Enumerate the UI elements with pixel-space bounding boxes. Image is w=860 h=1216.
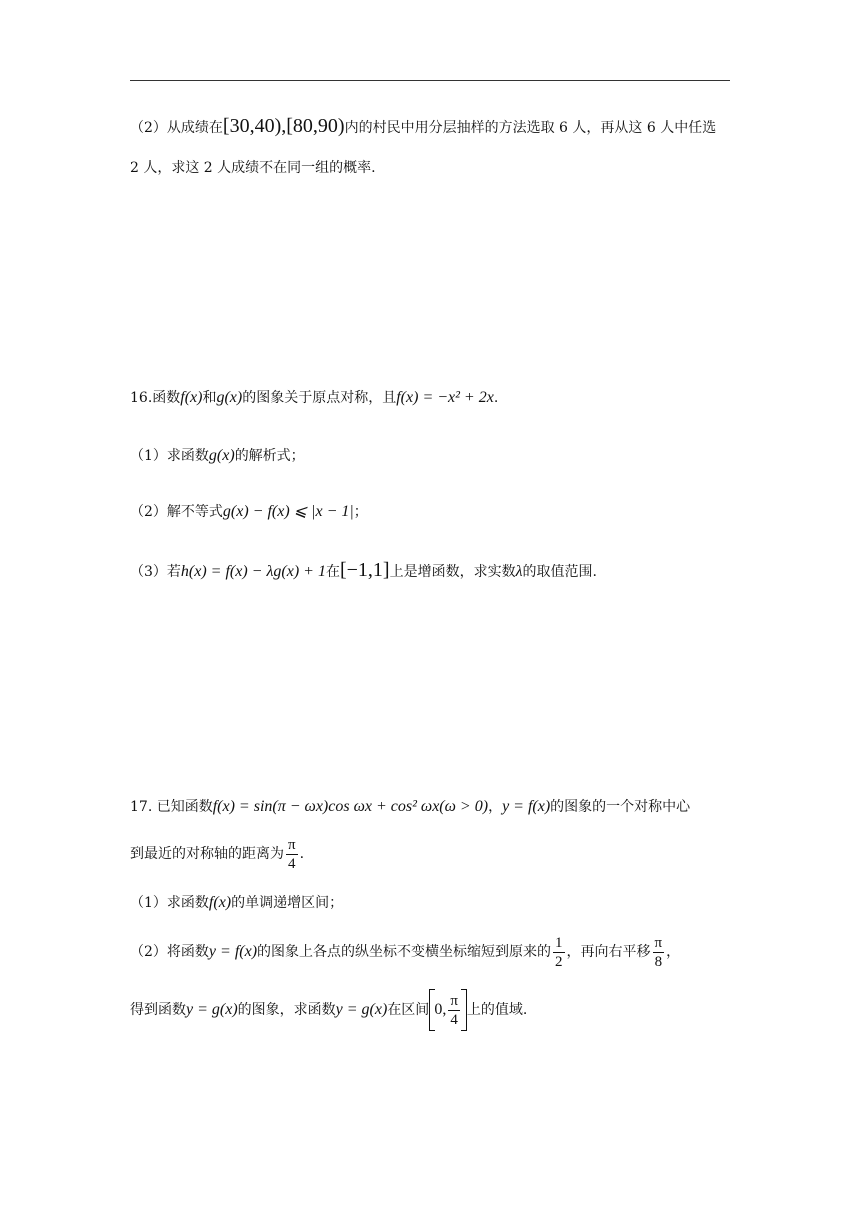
q17-part2-line2 <box>130 988 730 1032</box>
q17-stem-line2 <box>130 834 730 874</box>
q17-stem-formula2: y = f(x) <box>502 798 551 815</box>
q17-part2-text-d: ， <box>666 944 681 960</box>
q17-part1-text-b: 的单调递增区间； <box>231 895 344 911</box>
q17-part2-text-b: 的图象上各点的纵坐标不变横坐标缩短到原来的 <box>257 944 552 960</box>
q17-part1 <box>130 893 730 913</box>
q16-part2 <box>130 502 730 522</box>
q17-frac3-num: π <box>654 934 663 951</box>
q17-part2-text-c: ，再向右平移 <box>566 944 651 960</box>
q17-comma: ， <box>488 799 503 815</box>
q16-part2-formula: g(x) − f(x) ⩽ |x − 1| <box>222 503 354 520</box>
q17-part2-f: y = f(x) <box>208 943 258 960</box>
q16-part1-text: （1）求函数 <box>130 448 209 464</box>
q16-part2-text-b: ； <box>353 504 368 520</box>
q16-part2-text: （2）解不等式 <box>130 504 223 520</box>
q16-part3-text: （3）若 <box>130 564 181 580</box>
q17-number: 17. 已知函数 <box>130 799 213 815</box>
q16-part3-lambda: λ <box>515 563 523 580</box>
q17-interval-bracket <box>429 989 467 1031</box>
header-rule <box>130 80 730 81</box>
q17-part2-g2: y = g(x) <box>335 1001 388 1018</box>
q16-stem <box>130 388 730 408</box>
q15-interval-sep: , <box>281 115 287 137</box>
q17-part2-line2-b: 的图象，求函数 <box>237 1002 336 1018</box>
q17-frac3-den: 8 <box>654 953 663 970</box>
q17-part1-text: （1）求函数 <box>130 895 209 911</box>
q15-part2-line2 <box>130 158 730 178</box>
q17-stem <box>130 797 730 817</box>
q17-line2-text: 到最近的对称轴的距离为 <box>130 846 284 862</box>
q16-part3-interval: [−1,1] <box>339 559 390 581</box>
q15-part2-line1 <box>130 116 730 138</box>
q16-gx: g(x) <box>216 389 243 406</box>
q15-interval-2: [80,90) <box>286 115 345 137</box>
q16-part3-text-b: 上是增函数，求实数 <box>389 564 516 580</box>
q16-part3-text-c: 的取值范围. <box>522 564 597 580</box>
q17-frac2-num: 1 <box>555 934 563 951</box>
q17-part2-line2-text: 得到函数 <box>130 1002 186 1018</box>
q15-part2-text-a: （2）从成绩在 <box>130 120 223 136</box>
q17-line2-end: . <box>299 846 305 862</box>
q15-interval-1: [30,40) <box>222 115 282 137</box>
q17-frac2-den: 2 <box>555 953 563 970</box>
q16-part1-gx: g(x) <box>208 447 235 464</box>
q16-stem-formula: f(x) = −x² + 2x <box>396 389 494 406</box>
q17-frac1-den: 4 <box>288 855 296 872</box>
q16-part1-text-b: 的解析式； <box>234 448 305 464</box>
q16-number: 16.函数 <box>130 390 181 406</box>
q15-part2-text-b: 内的村民中用分层抽样的方法选取 6 人，再从这 6 人中任选 <box>344 120 717 136</box>
q17-frac1-num: π <box>288 836 296 853</box>
q16-stem-end: . <box>493 390 499 406</box>
q17-fraction-pi-4 <box>286 836 298 873</box>
q16-part3-formula: h(x) = f(x) − λg(x) + 1 <box>180 563 326 580</box>
q17-frac4-num: π <box>450 992 458 1009</box>
q17-frac4-den: 4 <box>450 1011 458 1028</box>
q17-part2-line2-d: 上的值域. <box>466 1002 528 1018</box>
q17-interval-left: 0, <box>434 1001 447 1018</box>
q17-fraction-pi-8 <box>653 934 665 971</box>
q17-stem-formula: f(x) = sin(π − ωx)cos ωx + cos² ωx(ω > 0) <box>212 798 489 815</box>
q17-part2-line2-c: 在区间 <box>387 1002 430 1018</box>
q17-part2-g: y = g(x) <box>186 1001 238 1018</box>
q15-part2-text-c: 2 人，求这 2 人成绩不在同一组的概率. <box>130 160 376 176</box>
q16-fx: f(x) <box>180 389 203 406</box>
q17-part2-line1 <box>130 932 730 972</box>
q17-part1-f: f(x) <box>208 894 232 911</box>
q17-fraction-1-2 <box>553 934 565 971</box>
q16-stem-mid: 的图象关于原点对称，且 <box>242 390 397 406</box>
q16-part1 <box>130 446 730 466</box>
q17-part2-text: （2）将函数 <box>130 944 209 960</box>
q16-and: 和 <box>202 390 217 406</box>
q16-part3 <box>130 560 730 582</box>
q17-interval-content <box>434 990 462 1030</box>
q17-fraction-pi-4-b <box>448 992 460 1029</box>
q16-part3-mid: 在 <box>325 564 340 580</box>
q17-stem-end: 的图象的一个对称中心 <box>550 799 691 815</box>
